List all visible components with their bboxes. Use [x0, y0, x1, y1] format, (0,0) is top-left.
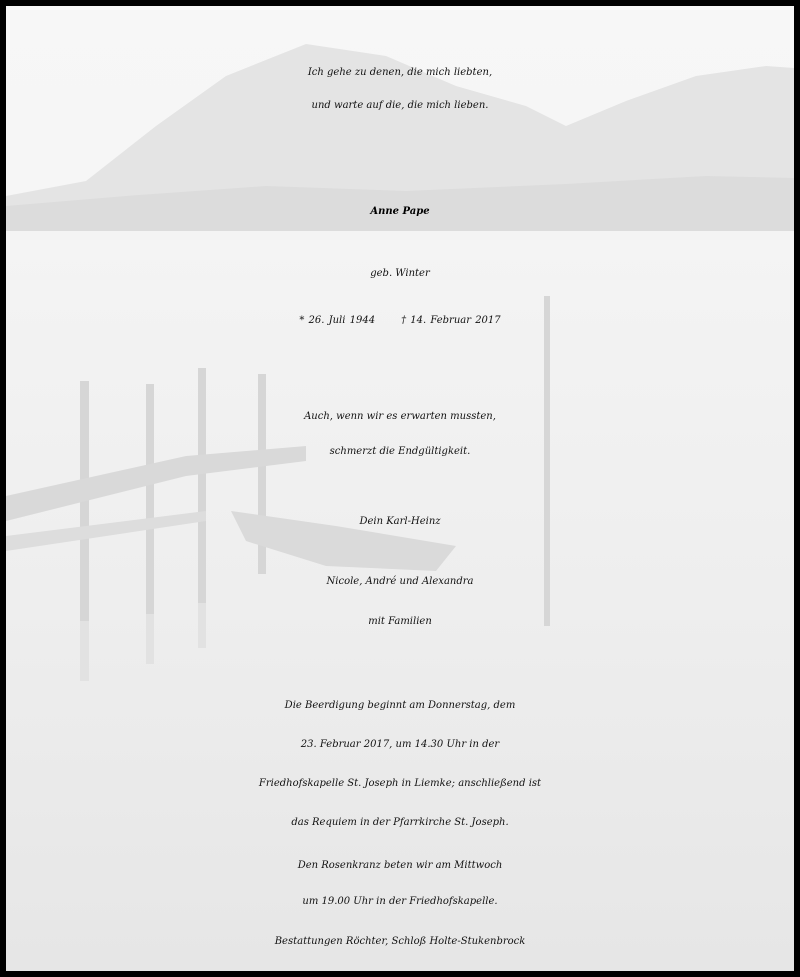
rosary-line-2: um 19.00 Uhr in der Friedhofskapelle. — [302, 896, 498, 907]
burial-announcement — [6, 686, 794, 842]
burial-line-3: Friedhofskapelle St. Joseph in Liemke; anschließend ist — [258, 778, 542, 789]
mourner-families: mit Familien — [368, 616, 432, 627]
undertaker-credit: Bestattungen Röchter, Schloß Holte-Stukenbrock — [274, 936, 526, 947]
life-dates — [6, 304, 794, 338]
rosary-line-1: Den Rosenkranz beten wir am Mittwoch — [297, 860, 503, 871]
quote-line-1: Auch, wenn wir es erwarten mussten, — [304, 411, 496, 422]
mourner-spouse: Dein Karl-Heinz — [359, 516, 441, 527]
deceased-name: Anne Pape — [370, 206, 430, 217]
birth-date: * 26. Juli 1944 — [299, 315, 376, 326]
burial-line-4: das Requiem in der Pfarrkirche St. Joseph. — [291, 817, 509, 828]
burial-line-2: 23. Februar 2017, um 14.30 Uhr in der — [300, 739, 500, 750]
mourning-quote — [6, 399, 794, 469]
quote-line-2: schmerzt die Endgültigkeit. — [329, 446, 471, 457]
maiden-name: geb. Winter — [370, 268, 430, 279]
memorial-poem — [6, 56, 794, 122]
mourner-children: Nicole, André und Alexandra — [326, 576, 474, 587]
rosary-announcement — [6, 848, 794, 920]
poem-line-2: und warte auf die, die mich lieben. — [311, 100, 489, 111]
poem-line-1: Ich gehe zu denen, die mich liebten, — [307, 67, 493, 78]
burial-line-1: Die Beerdigung beginnt am Donnerstag, dem — [284, 700, 516, 711]
death-date: † 14. Februar 2017 — [401, 315, 501, 326]
